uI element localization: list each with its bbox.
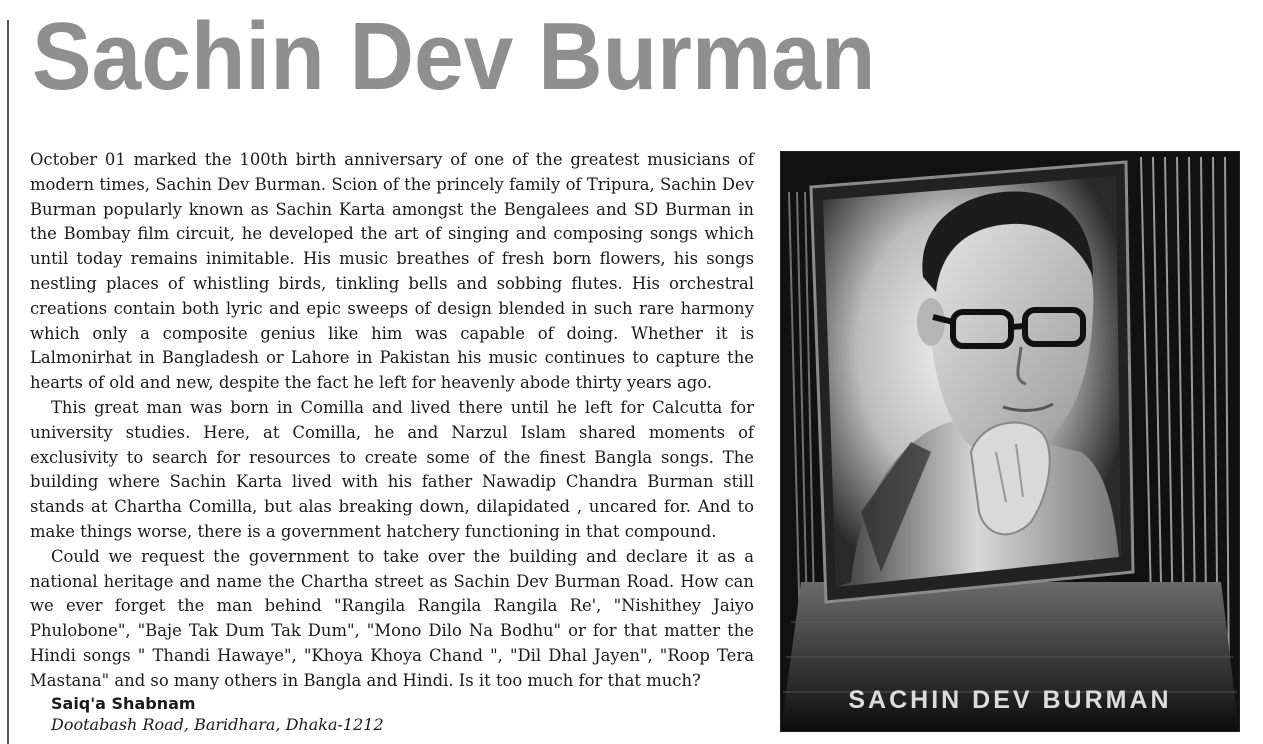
author-address: Dootabash Road, Baridhara, Dhaka-1212	[51, 714, 384, 734]
headline: Sachin Dev Burman	[32, 3, 876, 110]
photo-caption: SACHIN DEV BURMAN	[848, 686, 1172, 714]
article-paragraph-2: This great man was born in Comilla and lived there until he left for Calcutta for university studies. Here, at Comilla, he and Narzul Islam shared moments of exclusivity to search for resources to create some of the finest Bangla songs. The building where Sachin Karta lived with his father Nawadip Chandra Burman still stands at Chartha Comilla, but alas breaking down, dilapidated , uncared for. And to make things worse, there is a government hatchery functioning in that compound.	[30, 397, 754, 541]
article-paragraph-1: October 01 marked the 100th birth anniversary of one of the greatest musicians of modern times, Sachin Dev Burman. Scion of the princely family of Tripura, Sachin Dev Burman popularly known as Sachin Karta amongst the Bengalees and SD Burman in the Bombay film circuit, he developed the art of singing and composing songs which until today remains inimitable. His music breathes of fresh born flowers, his songs nestling places of whistling birds, tinkling bells and sobbing flutes. His orchestral creations contain both lyric and epic sweeps of design blended in such rare harmony which only a composite genius like him was capable of doing. Whether it is Lalmonirhat in Bangladesh or Lahore in Pakistan his music continues to capture the hearts of old and new, despite the fact he left for heavenly abode thirty years ago.	[30, 150, 754, 393]
article-paragraph-3: Could we request the government to take over the building and declare it as a national heritage and name the Chartha street as Sachin Dev Burman Road. How can we ever forget the man behind "Rangila Rangila Rangila Re', "Nishithey Jaiyo Phulobone", "Baje Tak Dum Tak Dum", "Mono Dilo Na Bodhu" or for that matter the Hindi songs " Thandi Hawaye", "Khoya Khoya Chand ", "Dil Dhal Jayen", "Roop Tera Mastana" and so many others in Bangla and Hindi. Is it too much for that much?	[30, 546, 754, 690]
portrait-illustration	[781, 152, 1239, 731]
portrait-photo	[780, 151, 1240, 732]
author-name: Saiq'a Shabnam	[51, 693, 196, 713]
column-rule	[7, 20, 9, 744]
article-body	[30, 148, 754, 736]
